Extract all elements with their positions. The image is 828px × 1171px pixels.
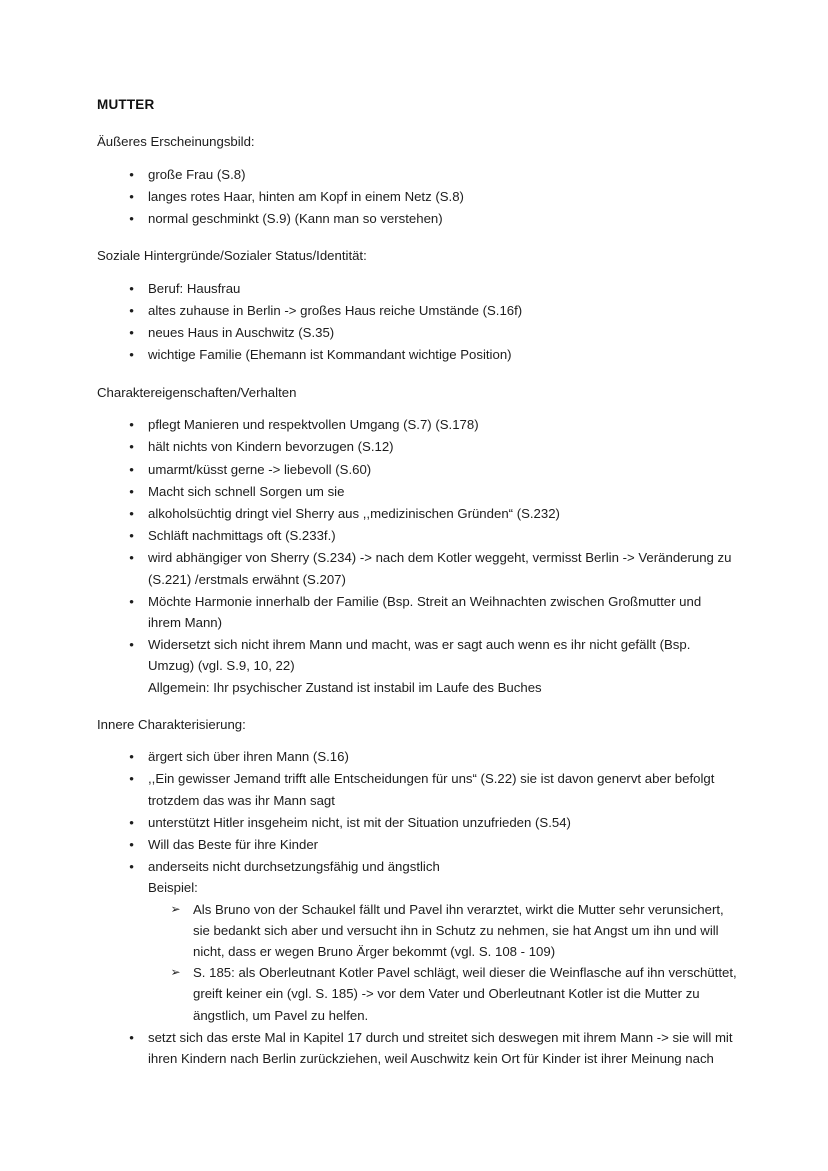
list-item-text: Schläft nachmittags oft (S.233f.) bbox=[148, 528, 336, 544]
sub-list-item-text: S. 185: als Oberleutnant Kotler Pavel schlägt, weil dieser die Weinflasche auf ihn verschüttet, greift keiner ein (vgl. S. 185) -> vor dem Vater und Oberleutnant Kotler ist die Mutter zu ängstlich, um Pavel zu helfen. bbox=[193, 965, 737, 1023]
list-item-text: setzt sich das erste Mal in Kapitel 17 durch und streitet sich deswegen mit ihrem Mann -> sie will mit ihren Kindern nach Berlin zurückziehen, weil Auschwitz kein Ort für Kinder ist ihrer Meinung nach bbox=[148, 1029, 733, 1067]
list-item-text: große Frau (S.8) bbox=[148, 166, 246, 182]
bullet-dot-icon: • bbox=[129, 593, 134, 609]
list-item-text: langes rotes Haar, hinten am Kopf in einem Netz (S.8) bbox=[148, 188, 464, 204]
list-item bbox=[97, 344, 737, 365]
bullet-dot-icon: • bbox=[129, 505, 134, 521]
list-item bbox=[97, 322, 737, 343]
list-item-text: hält nichts von Kindern bevorzugen (S.12) bbox=[148, 439, 394, 455]
bullet-dot-icon: • bbox=[129, 211, 134, 227]
bullet-dot-icon: • bbox=[129, 483, 134, 499]
list-item bbox=[97, 481, 737, 502]
list-item bbox=[97, 634, 737, 698]
document-body bbox=[97, 96, 737, 1070]
bullet-list bbox=[97, 278, 737, 366]
bullet-dot-icon: • bbox=[129, 188, 134, 204]
list-item-text: wird abhängiger von Sherry (S.234) -> nach dem Kotler weggeht, vermisst Berlin -> Veränderung zu (S.221) /erstmals erwähnt (S.207) bbox=[148, 550, 732, 587]
arrow-bullet-icon: ➢ bbox=[170, 901, 181, 916]
document-section bbox=[97, 384, 737, 698]
list-item bbox=[97, 208, 737, 229]
list-item bbox=[97, 547, 737, 589]
document-section bbox=[97, 716, 737, 1070]
bullet-dot-icon: • bbox=[129, 417, 134, 433]
list-item bbox=[97, 746, 737, 767]
list-item bbox=[97, 278, 737, 299]
list-item bbox=[97, 1027, 737, 1069]
list-item bbox=[97, 503, 737, 524]
sub-list-label: Beispiel: bbox=[148, 880, 198, 896]
list-item-text: anderseits nicht durchsetzungsfähig und ängstlich bbox=[148, 859, 440, 875]
list-item-extra-text: Allgemein: Ihr psychischer Zustand ist instabil im Laufe des Buches bbox=[148, 679, 542, 695]
document-section bbox=[97, 247, 737, 365]
bullet-dot-icon: • bbox=[129, 550, 134, 566]
page-title: MUTTER bbox=[97, 97, 155, 112]
bullet-list bbox=[97, 164, 737, 230]
list-item bbox=[97, 164, 737, 185]
sub-bullet-list bbox=[148, 899, 737, 1026]
bullet-dot-icon: • bbox=[129, 303, 134, 318]
list-item-text: alkoholsüchtig dringt viel Sherry aus ,,medizinischen Gründen“ (S.232) bbox=[148, 505, 560, 521]
bullet-dot-icon: • bbox=[129, 859, 134, 875]
bullet-dot-icon: • bbox=[129, 166, 134, 182]
list-item-text: normal geschminkt (S.9) (Kann man so verstehen) bbox=[148, 211, 443, 227]
list-item-text: pflegt Manieren und respektvollen Umgang (S.7) (S.178) bbox=[148, 417, 479, 433]
sub-list-item-text: Als Bruno von der Schaukel fällt und Pavel ihn verarztet, wirkt die Mutter sehr verunsichert, sie bedankt sich aber und versucht ihn in Schutz zu nehmen, sie hat Angst um ihn und will nicht, dass er wegen Bruno Ärger bekommt (vgl. S. 108 - 109) bbox=[193, 901, 724, 960]
list-item bbox=[97, 414, 737, 435]
section-heading: Äußeres Erscheinungsbild: bbox=[97, 134, 255, 150]
list-item bbox=[97, 768, 737, 810]
sections-container bbox=[97, 133, 737, 1069]
list-item-text: altes zuhause in Berlin -> großes Haus reiche Umstände (S.16f) bbox=[148, 303, 523, 318]
document-section bbox=[97, 133, 737, 229]
list-item-text: umarmt/küsst gerne -> liebevoll (S.60) bbox=[148, 461, 372, 477]
list-item bbox=[97, 525, 737, 546]
bullet-dot-icon: • bbox=[129, 837, 134, 853]
list-item bbox=[97, 186, 737, 207]
list-item-text: neues Haus in Auschwitz (S.35) bbox=[148, 325, 335, 341]
bullet-list bbox=[97, 746, 737, 1069]
list-item-text: unterstützt Hitler insgeheim nicht, ist mit der Situation unzufrieden (S.54) bbox=[148, 814, 571, 830]
bullet-dot-icon: • bbox=[129, 439, 134, 455]
list-item-text: wichtige Familie (Ehemann ist Kommandant wichtige Position) bbox=[148, 347, 512, 363]
list-item bbox=[97, 459, 737, 480]
section-heading: Charaktereigenschaften/Verhalten bbox=[97, 384, 297, 400]
bullet-dot-icon: • bbox=[129, 280, 134, 296]
bullet-dot-icon: • bbox=[129, 749, 134, 765]
bullet-dot-icon: • bbox=[129, 1029, 134, 1045]
bullet-dot-icon: • bbox=[129, 771, 134, 787]
list-item-text: ,,Ein gewisser Jemand trifft alle Entscheidungen für uns“ (S.22) sie ist davon genervt aber befolgt trotzdem das was ihr Mann sagt bbox=[148, 771, 715, 808]
list-item-text: Möchte Harmonie innerhalb der Familie (Bsp. Streit an Weihnachten zwischen Großmutter und ihrem Mann) bbox=[148, 593, 702, 630]
sub-list-item bbox=[148, 962, 737, 1026]
bullet-dot-icon: • bbox=[129, 347, 134, 363]
section-heading: Soziale Hintergründe/Sozialer Status/Identität: bbox=[97, 248, 367, 264]
bullet-dot-icon: • bbox=[129, 325, 134, 341]
bullet-dot-icon: • bbox=[129, 637, 134, 653]
section-heading: Innere Charakterisierung: bbox=[97, 716, 246, 732]
bullet-dot-icon: • bbox=[129, 528, 134, 544]
bullet-dot-icon: • bbox=[129, 461, 134, 477]
sub-list-item bbox=[148, 899, 737, 963]
list-item bbox=[97, 300, 737, 321]
list-item bbox=[97, 856, 737, 1026]
list-item bbox=[97, 436, 737, 457]
list-item bbox=[97, 812, 737, 833]
list-item-text: ärgert sich über ihren Mann (S.16) bbox=[148, 749, 349, 765]
bullet-dot-icon: • bbox=[129, 814, 134, 830]
list-item-text: Will das Beste für ihre Kinder bbox=[148, 837, 319, 853]
list-item bbox=[97, 591, 737, 633]
bullet-list bbox=[97, 414, 737, 698]
arrow-bullet-icon: ➢ bbox=[170, 965, 181, 980]
list-item-text: Macht sich schnell Sorgen um sie bbox=[148, 483, 345, 499]
list-item bbox=[97, 834, 737, 855]
list-item-text: Widersetzt sich nicht ihrem Mann und macht, was er sagt auch wenn es ihr nicht gefällt (Bsp. Umzug) (vgl. S.9, 10, 22) bbox=[148, 637, 691, 674]
list-item-text: Beruf: Hausfrau bbox=[148, 280, 241, 296]
